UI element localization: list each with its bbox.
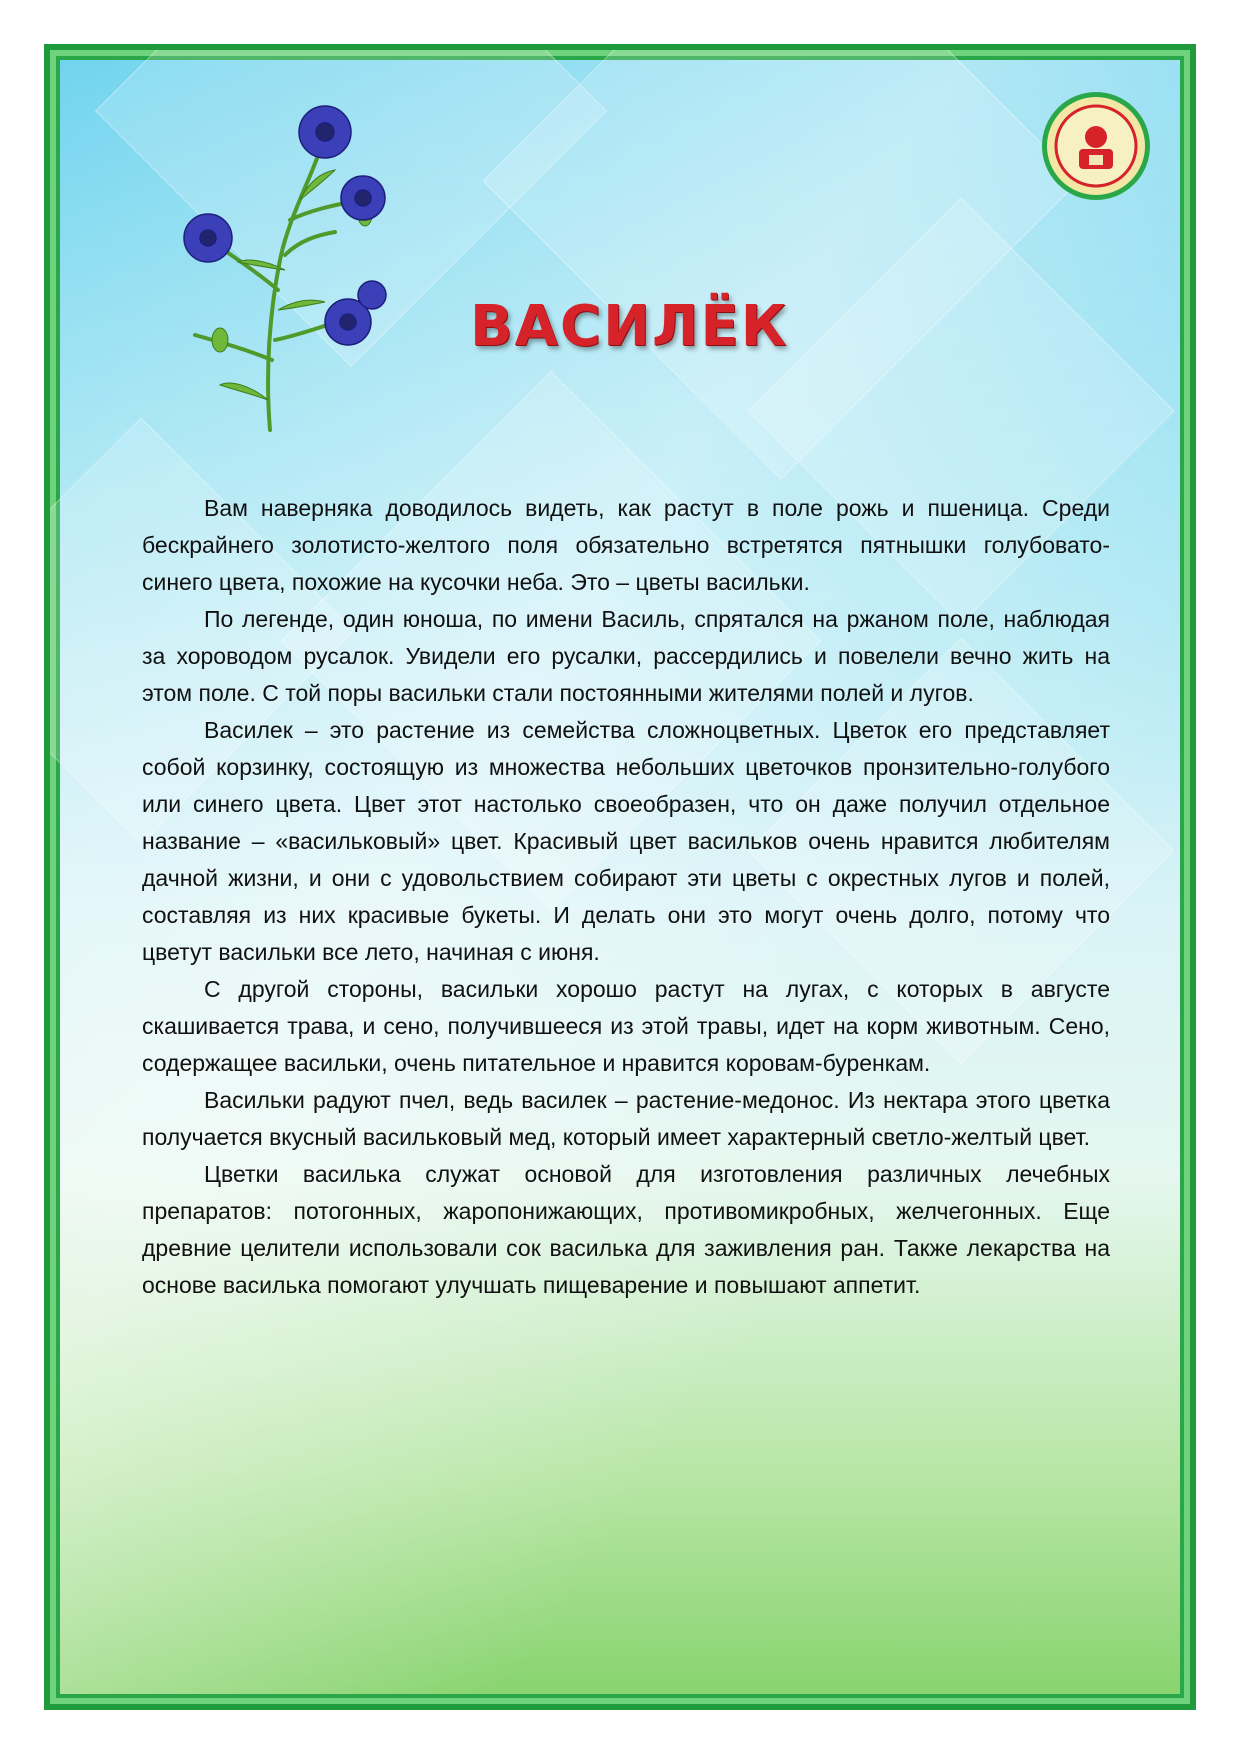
paragraph: Василек – это растение из семейства сложноцветных. Цветок его представляет собой корзинку, состоящую из множества небольших цветочков пронзительно-голубого или синего цвета. Цвет этот настолько своеобразен, что он даже получил отдельное название – «васильковый» цвет. Красивый цвет васильков очень нравится любителям дачной жизни, и они с удовольствием собирают эти цветы с окрестных лугов и полей, составляя из них красивые букеты. И делать они это могут очень долго, потому что цветут васильки все лето, начиная с июня. — [142, 717, 1110, 965]
paragraph: С другой стороны, васильки хорошо растут на лугах, с которых в августе скашивается трава, и сено, получившееся из этой травы, идет на корм животным. Сено, содержащее васильки, очень питательное и нравится коровам-буренкам. — [142, 976, 1110, 1076]
paragraph: По легенде, один юноша, по имени Василь, спрятался на ржаном поле, наблюдая за хороводом русалок. Увидели его русалки, рассердились и повелели вечно жить на этом поле. С той поры васильки стали постоянными жителями полей и лугов. — [142, 606, 1110, 706]
page-frame — [44, 44, 1196, 1710]
body-text — [142, 490, 1110, 1304]
logo — [1042, 92, 1150, 200]
logo-emblem-icon — [1047, 97, 1145, 195]
cornflower-illustration — [160, 80, 410, 440]
paragraph: Васильки радуют пчел, ведь василек – растение-медонос. Из нектара этого цветка получается вкусный васильковый мед, который имеет характерный светло-желтый цвет. — [142, 1087, 1110, 1150]
paragraph: Вам наверняка доводилось видеть, как растут в поле рожь и пшеница. Среди бескрайнего золотисто-желтого поля обязательно встретятся пятнышки голубовато-синего цвета, похожие на кусочки неба. Это – цветы васильки. — [142, 495, 1110, 595]
page-title: ВАСИЛЁК — [470, 294, 789, 359]
paragraph: Цветки василька служат основой для изготовления различных лечебных препаратов: потогонных, жаропонижающих, противомикробных, желчегонных. Еще древние целители использовали сок василька для заживления ран. Также лекарства на основе василька помогают улучшать пищеварение и повышают аппетит. — [142, 1161, 1110, 1298]
